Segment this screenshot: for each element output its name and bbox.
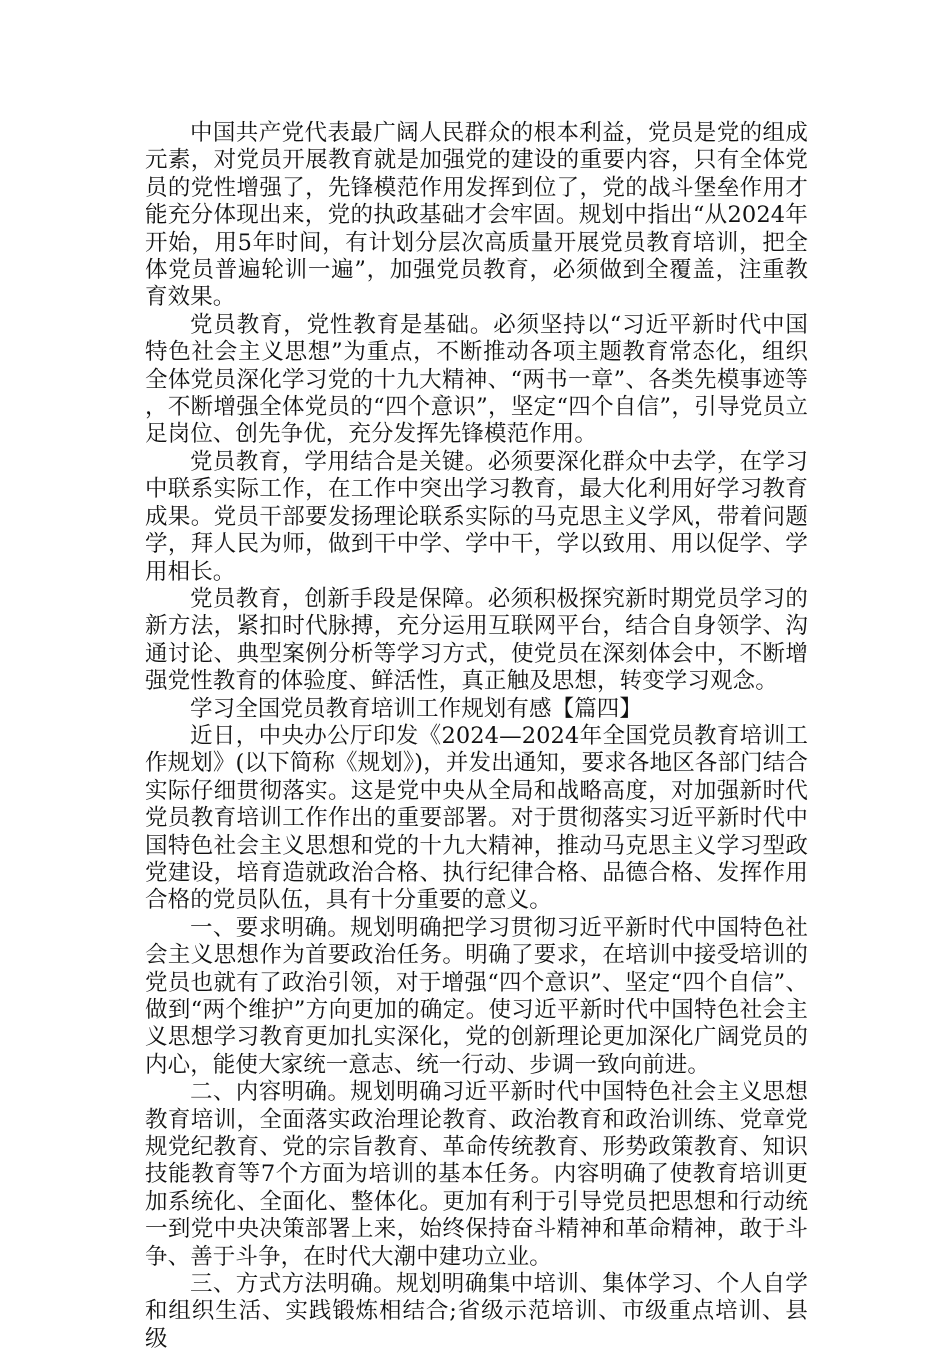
paragraph-clear-methods: 三、方式方法明确。规划明确集中培训、集体学习、个人自学和组织生活、实践锻炼相结合;省级示范培训、市级重点培训、县级 [145, 1271, 808, 1352]
paragraph-innovation-means: 党员教育，创新手段是保障。必须积极探究新时期党员学习的新方法，紧扣时代脉搏，充分运用互联网平台，结合自身领学、沟通讨论、典型案例分析等学习方式，使党员在深刻体会中，不断增强党性教育的体验度、鲜活性，真正触及思想，转变学习观念。 [145, 585, 808, 695]
paragraph-party-spirit-education: 党员教育，党性教育是基础。必须坚持以“习近平新时代中国特色社会主义思想”为重点，不断推动各项主题教育常态化，组织全体党员深化学习党的十九大精神、“两书一章”、各类先模事迹等，不断增强全体党员的“四个意识”，坚定“四个自信”，引导党员立足岗位、创先争优，充分发挥先锋模范作用。 [145, 311, 808, 448]
paragraph-party-interests: 中国共产党代表最广阔人民群众的根本利益，党员是党的组成元素，对党员开展教育就是加强党的建设的重要内容，只有全体党员的党性增强了，先锋模范作用发挥到位了，党的战斗堡垒作用才能充分体现出来，党的执政基础才会牢固。规划中指出“从2024年开始，用5年时间，有计划分层次高质量开展党员教育培训，把全体党员普遍轮训一遍”，加强党员教育，必须做到全覆盖，注重教育效果。 [145, 120, 808, 311]
paragraph-clear-content: 二、内容明确。规划明确习近平新时代中国特色社会主义思想教育培训，全面落实政治理论教育、政治教育和政治训练、党章党规党纪教育、党的宗旨教育、革命传统教育、形势政策教育、知识技能教育等7个方面为培训的基本任务。内容明确了使教育培训更加系统化、全面化、整体化。更加有利于引导党员把思想和行动统一到党中央决策部署上来，始终保持奋斗精神和革命精神，敢于斗争、善于斗争，在时代大潮中建功立业。 [145, 1079, 808, 1270]
paragraph-plan-issued: 近日，中央办公厅印发《2024—2024年全国党员教育培训工作规划》(以下简称《规划》)，并发出通知，要求各地区各部门结合实际仔细贯彻落实。这是党中央从全局和战略高度，对加强新时代党员教育培训工作作出的重要部署。对于贯彻落实习近平新时代中国特色社会主义思想和党的十九大精神，推动马克思主义学习型政党建设，培育造就政治合格、执行纪律合格、品德合格、发挥作用合格的党员队伍，具有十分重要的意义。 [145, 722, 808, 914]
paragraph-clear-requirements: 一、要求明确。规划明确把学习贯彻习近平新时代中国特色社会主义思想作为首要政治任务。明确了要求，在培训中接受培训的党员也就有了政治引领，对于增强“四个意识”、坚定“四个自信”、做到“两个维护”方向更加的确定。使习近平新时代中国特色社会主义思想学习教育更加扎实深化，党的创新理论更加深化广阔党员的内心，能使大家统一意志、统一行动、步调一致向前进。 [145, 914, 808, 1078]
paragraph-study-application: 党员教育，学用结合是关键。必须要深化群众中去学，在学习中联系实际工作，在工作中突出学习教育，最大化利用好学习教育成果。党员干部要发扬理论联系实际的马克思主义学风，带着问题学，拜人民为师，做到干中学、学中干，学以致用、用以促学、学用相长。 [145, 448, 808, 585]
section-heading-part-four: 学习全国党员教育培训工作规划有感【篇四】 [190, 695, 643, 722]
document-body [145, 120, 808, 1353]
